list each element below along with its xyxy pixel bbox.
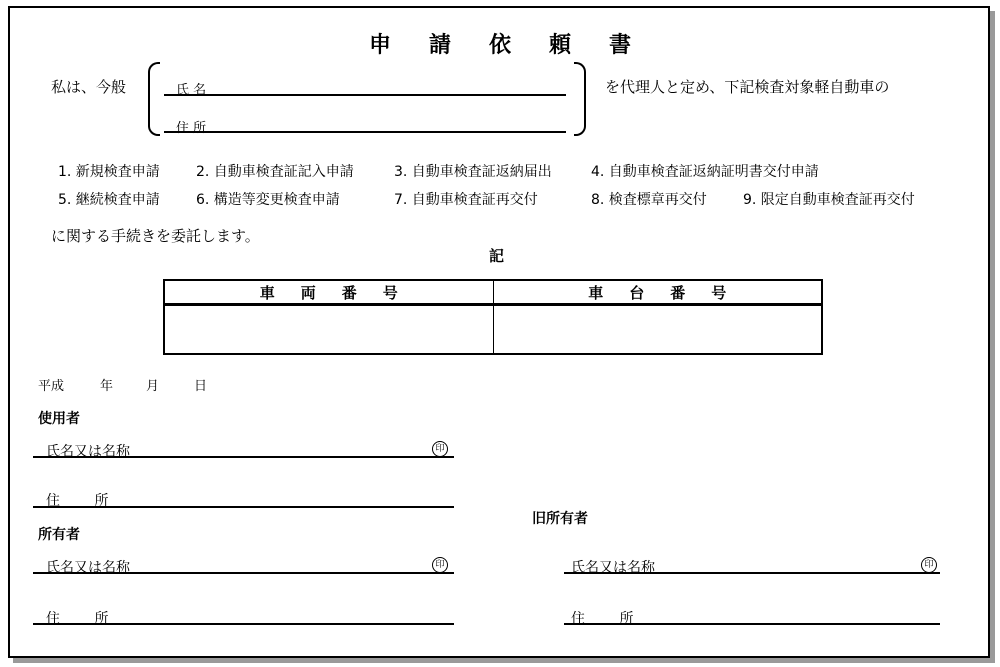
- vehicle-number-header: 車両番号: [164, 280, 493, 305]
- owner-address-label[interactable]: 住 所: [46, 611, 109, 627]
- agent-name-label[interactable]: 氏 名: [176, 83, 207, 98]
- former-owner-heading: 旧所有者: [532, 511, 588, 527]
- procedure-9: 9. 限定自動車検査証再交付: [743, 192, 915, 208]
- date-era: 平成: [38, 379, 65, 394]
- former-owner-name-line[interactable]: [564, 572, 940, 574]
- former-owner-seal-icon: 印: [921, 557, 937, 573]
- procedure-3: 3. 自動車検査証返納届出: [394, 164, 552, 180]
- bracket-right: [574, 62, 586, 136]
- bracket-left: [148, 62, 160, 136]
- user-seal-icon: 印: [432, 441, 448, 457]
- user-heading: 使用者: [38, 411, 80, 427]
- procedure-7: 7. 自動車検査証再交付: [394, 192, 538, 208]
- chassis-number-cell[interactable]: [493, 305, 822, 355]
- user-address-label[interactable]: 住 所: [46, 493, 109, 509]
- agent-address-line[interactable]: [164, 131, 566, 133]
- date-month: 月: [146, 379, 160, 394]
- intro-prefix: 私は、今般: [51, 78, 127, 96]
- owner-seal-icon: 印: [432, 557, 448, 573]
- procedure-6: 6. 構造等変更検査申請: [196, 192, 340, 208]
- agent-name-line[interactable]: [164, 94, 566, 96]
- user-address-line[interactable]: [33, 506, 454, 508]
- document-title: 申請依頼書: [368, 33, 669, 58]
- intro-suffix: を代理人と定め、下記検査対象軽自動車の: [605, 78, 890, 96]
- procedure-8: 8. 検査標章再交付: [591, 192, 707, 208]
- user-name-line[interactable]: [33, 456, 454, 458]
- procedure-2: 2. 自動車検査証記入申請: [196, 164, 354, 180]
- chassis-number-header: 車台番号: [493, 280, 822, 305]
- procedure-5: 5. 継続検査申請: [58, 192, 160, 208]
- user-name-label[interactable]: 氏名又は名称: [46, 444, 130, 460]
- owner-name-label[interactable]: 氏名又は名称: [46, 560, 130, 576]
- ki-marker: 記: [489, 247, 505, 265]
- vehicle-number-cell[interactable]: [164, 305, 493, 355]
- former-owner-address-label[interactable]: 住 所: [571, 611, 634, 627]
- procedure-1: 1. 新規検査申請: [58, 164, 160, 180]
- delegation-text: に関する手続きを委託します。: [51, 227, 260, 245]
- date-day: 日: [194, 379, 208, 394]
- procedure-4: 4. 自動車検査証返納証明書交付申請: [591, 164, 819, 180]
- former-owner-name-label[interactable]: 氏名又は名称: [571, 560, 655, 576]
- owner-name-line[interactable]: [33, 572, 454, 574]
- agent-address-label[interactable]: 住 所: [176, 121, 207, 136]
- date-year: 年: [100, 379, 114, 394]
- owner-heading: 所有者: [38, 527, 80, 543]
- owner-address-line[interactable]: [33, 623, 454, 625]
- vehicle-table: [163, 279, 823, 355]
- former-owner-address-line[interactable]: [564, 623, 940, 625]
